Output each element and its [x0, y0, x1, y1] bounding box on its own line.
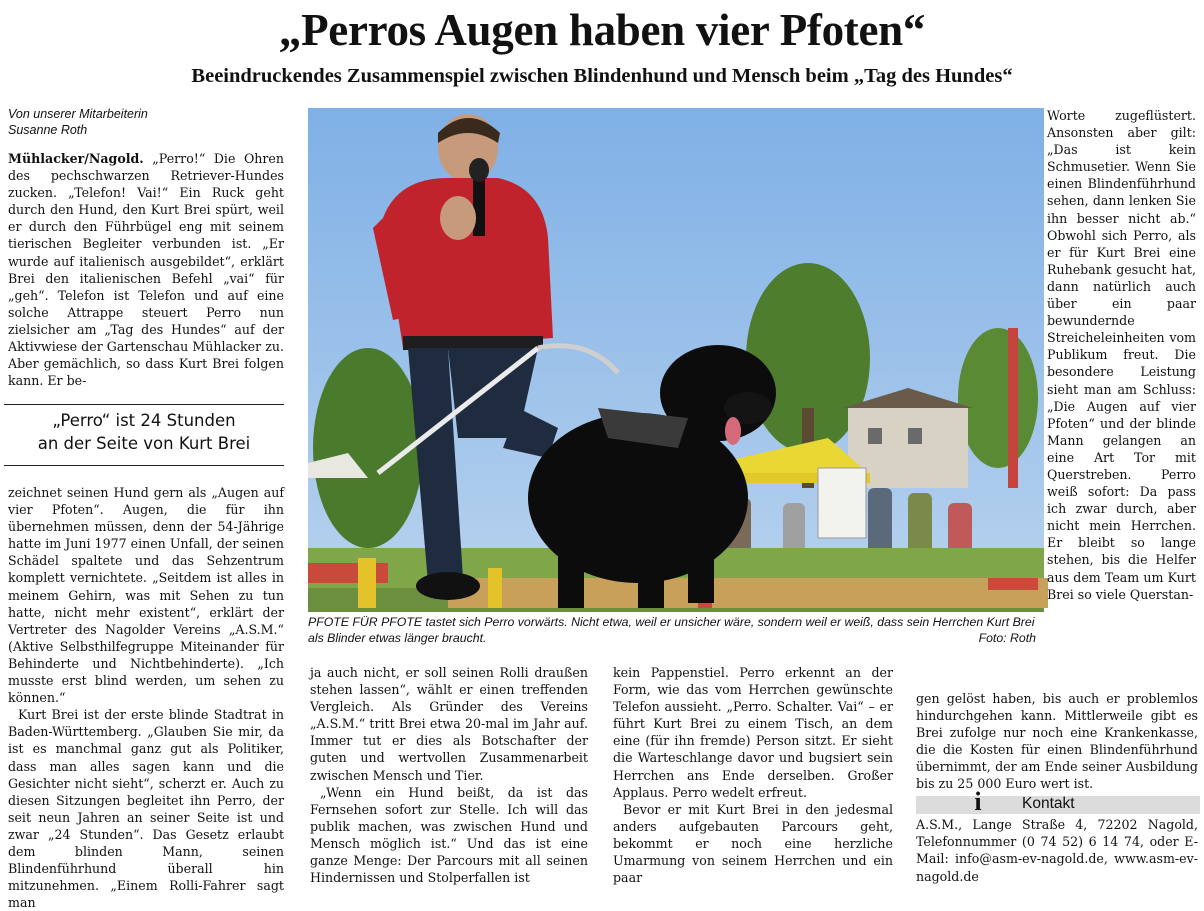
article-column-2 [310, 664, 588, 886]
article-column-1-top [8, 150, 284, 392]
paragraph: Kurt Brei ist der erste blinde Stadtrat in Baden-Württemberg. „Glauben Sie mir, da ist es manchmal ganz gut als Politiker, dass man alles sagen kann und die Gesichter nicht sieht“, scherzt er. Auch zu diesen Sitzungen begleitet ihn Perro, der seit neun Jahren an seiner Seite ist und zwar „24 Stunden“. Das Gesetz erlaubt dem blinden Mann, seinen Blindenführhund überall hin mitzunehmen. „Einem Rolli-Fahrer sagt man [8, 707, 284, 911]
caption-lead: PFOTE FÜR PFOTE [308, 615, 423, 629]
article-column-4-bottom [916, 690, 1198, 792]
headline: „Perros Augen haben vier Pfoten“ [278, 5, 926, 55]
paragraph: Worte zugeflüstert. Ansonsten aber gilt: „Das ist kein Schmusetier. Wenn Sie einen Blindenführhund sehen, dann lenken Sie ihn besser nicht ab.“ Obwohl sich Perro, als er für Kurt Brei eine Ruhebank gesucht hat, dann natürlich auch über ein paar bewundernde Streicheleinheiten vom Publikum freut. Die besondere Leistung sieht man am Schluss: „Die Augen auf vier Pfoten“ und der blinde Mann gelangen an eine Art Tor mit Querstreben. Perro weiß sofort: Da pass ich zwar durch, aber nicht mein Herrchen. Er bleibt so lange stehen, bis die Helfer aus dem Team um Kurt Brei so viele Querstan- [1047, 108, 1196, 602]
photo-dog-and-owner [308, 108, 1044, 612]
dateline: Mühlacker/Nagold. [8, 151, 144, 166]
kontakt-heading: Kontakt [1022, 795, 1075, 812]
caption-text: tastet sich Perro vorwärts. Nicht etwa, weil er unsicher wäre, sondern weil er weiß, dass sein Herrchen Kurt Brei als Blinder etwas länger braucht. [308, 615, 1035, 645]
pullquote [4, 404, 284, 466]
pullquote-line-2: an der Seite von Kurt Brei [37, 434, 251, 453]
lead-paragraph [8, 150, 284, 389]
article-column-3 [613, 664, 893, 886]
kontakt-body: A.S.M., Lange Straße 4, 72202 Nagold, Telefonnummer (0 74 52) 6 14 74, oder E-Mail: info@asm-ev-nagold.de, www.asm-ev-nagold.de [916, 817, 1198, 884]
photo-credit: Foto: Roth [978, 631, 1036, 645]
article-column-4-top [1047, 107, 1196, 689]
subheadline: Beeindruckendes Zusammenspiel zwischen Blindenhund und Mensch beim „Tag des Hundes“ [191, 65, 1013, 87]
lead-text: „Perro!“ Die Ohren des pechschwarzen Retriever-Hundes zucken. „Telefon! Vai!“ Ein Ruck geht durch den Hund, den Kurt Brei spürt, weil er durch den Führbügel eng mit seinem tierischen Begleiter verbunden ist. „Er wurde auf italienisch ausgebildet“, erklärt Brei den italienischen Befehl „vai“ für „geh“. Telefon ist Telefon und auf eine solche Attrappe steuert Perro nun zielsicher am „Tag des Hundes“ auf der Aktivwiese der Gartenschau Mühlacker zu. Aber gemächlich, so dass Kurt Brei folgen kann. Er be- [8, 151, 284, 389]
info-icon: i [974, 787, 982, 816]
paragraph: gen gelöst haben, bis auch er problemlos hindurchgehen kann. Mittlerweile gibt es Brei zufolge nur noch eine Krankenkasse, die die Kosten für einen Blindenführhund übernimmt, der am Ende seiner Ausbildung bis zu 25 000 Euro wert ist. [916, 691, 1198, 792]
paragraph: zeichnet seinen Hund gern als „Augen auf vier Pfoten“. Augen, die für ihn übernehmen müssen, denn der 54-Jährige hatte im Juni 1977 einen Unfall, der seinen Schädel spaltete und das Sehzentrum komplett vernichtete. „Seitdem ist alles in meinem Gehirn, was mit Sehen zu tun hatte, nicht mehr existent“, erklärt der Vertreter des Nagolder Vereins „A.S.M.“ (Aktive Selbsthilfegruppe Miteinander für Behinderte und Nichtbehinderte). „Ich musste erst blind werden, um sehen zu können.“ [8, 485, 284, 706]
article-column-1-bottom [8, 484, 284, 911]
byline-author: Susanne Roth [8, 123, 88, 137]
byline-role: Von unserer Mitarbeiterin [8, 107, 148, 121]
paragraph: Bevor er mit Kurt Brei in den jedesmal anders aufgebauten Parcours geht, bekommt er noch eine herzliche Umarmung von seinem Herrchen und ein paar [613, 801, 893, 886]
paragraph: ja auch nicht, er soll seinen Rolli draußen stehen lassen“, wählt er einen treffenden Vergleich. Als Gründer des Vereins „A.S.M.“ tritt Brei etwa 20-mal im Jahr auf. Immer tut er dies als Botschafter der guten und wertvollen Zusammenarbeit zwischen Mensch und Tier. [310, 665, 588, 783]
byline [8, 106, 278, 138]
paragraph: „Wenn ein Hund beißt, da ist das Fernsehen sofort zur Stelle. Ich will das publik machen, was zwischen Hund und Mensch möglich ist.“ Und das ist eine ganze Menge: Der Parcours mit all seinen Hindernissen und Stolperfallen ist [310, 784, 588, 886]
paragraph: kein Pappenstiel. Perro erkennt an der Form, wie das vom Herrchen gewünschte Telefon aussieht. „Perro. Schalter. Vai“ – er führt Kurt Brei zu einem Tisch, an dem eine (für ihn fremde) Person sitzt. Er sieht die Warteschlange davor und bugsiert sein Herrchen ans Ende derselben. Großer Applaus. Perro wedelt erfreut. [613, 665, 893, 800]
article-photo [308, 108, 1044, 612]
pullquote-line-1: „Perro“ ist 24 Stunden [52, 411, 236, 430]
photo-caption [308, 614, 1046, 646]
